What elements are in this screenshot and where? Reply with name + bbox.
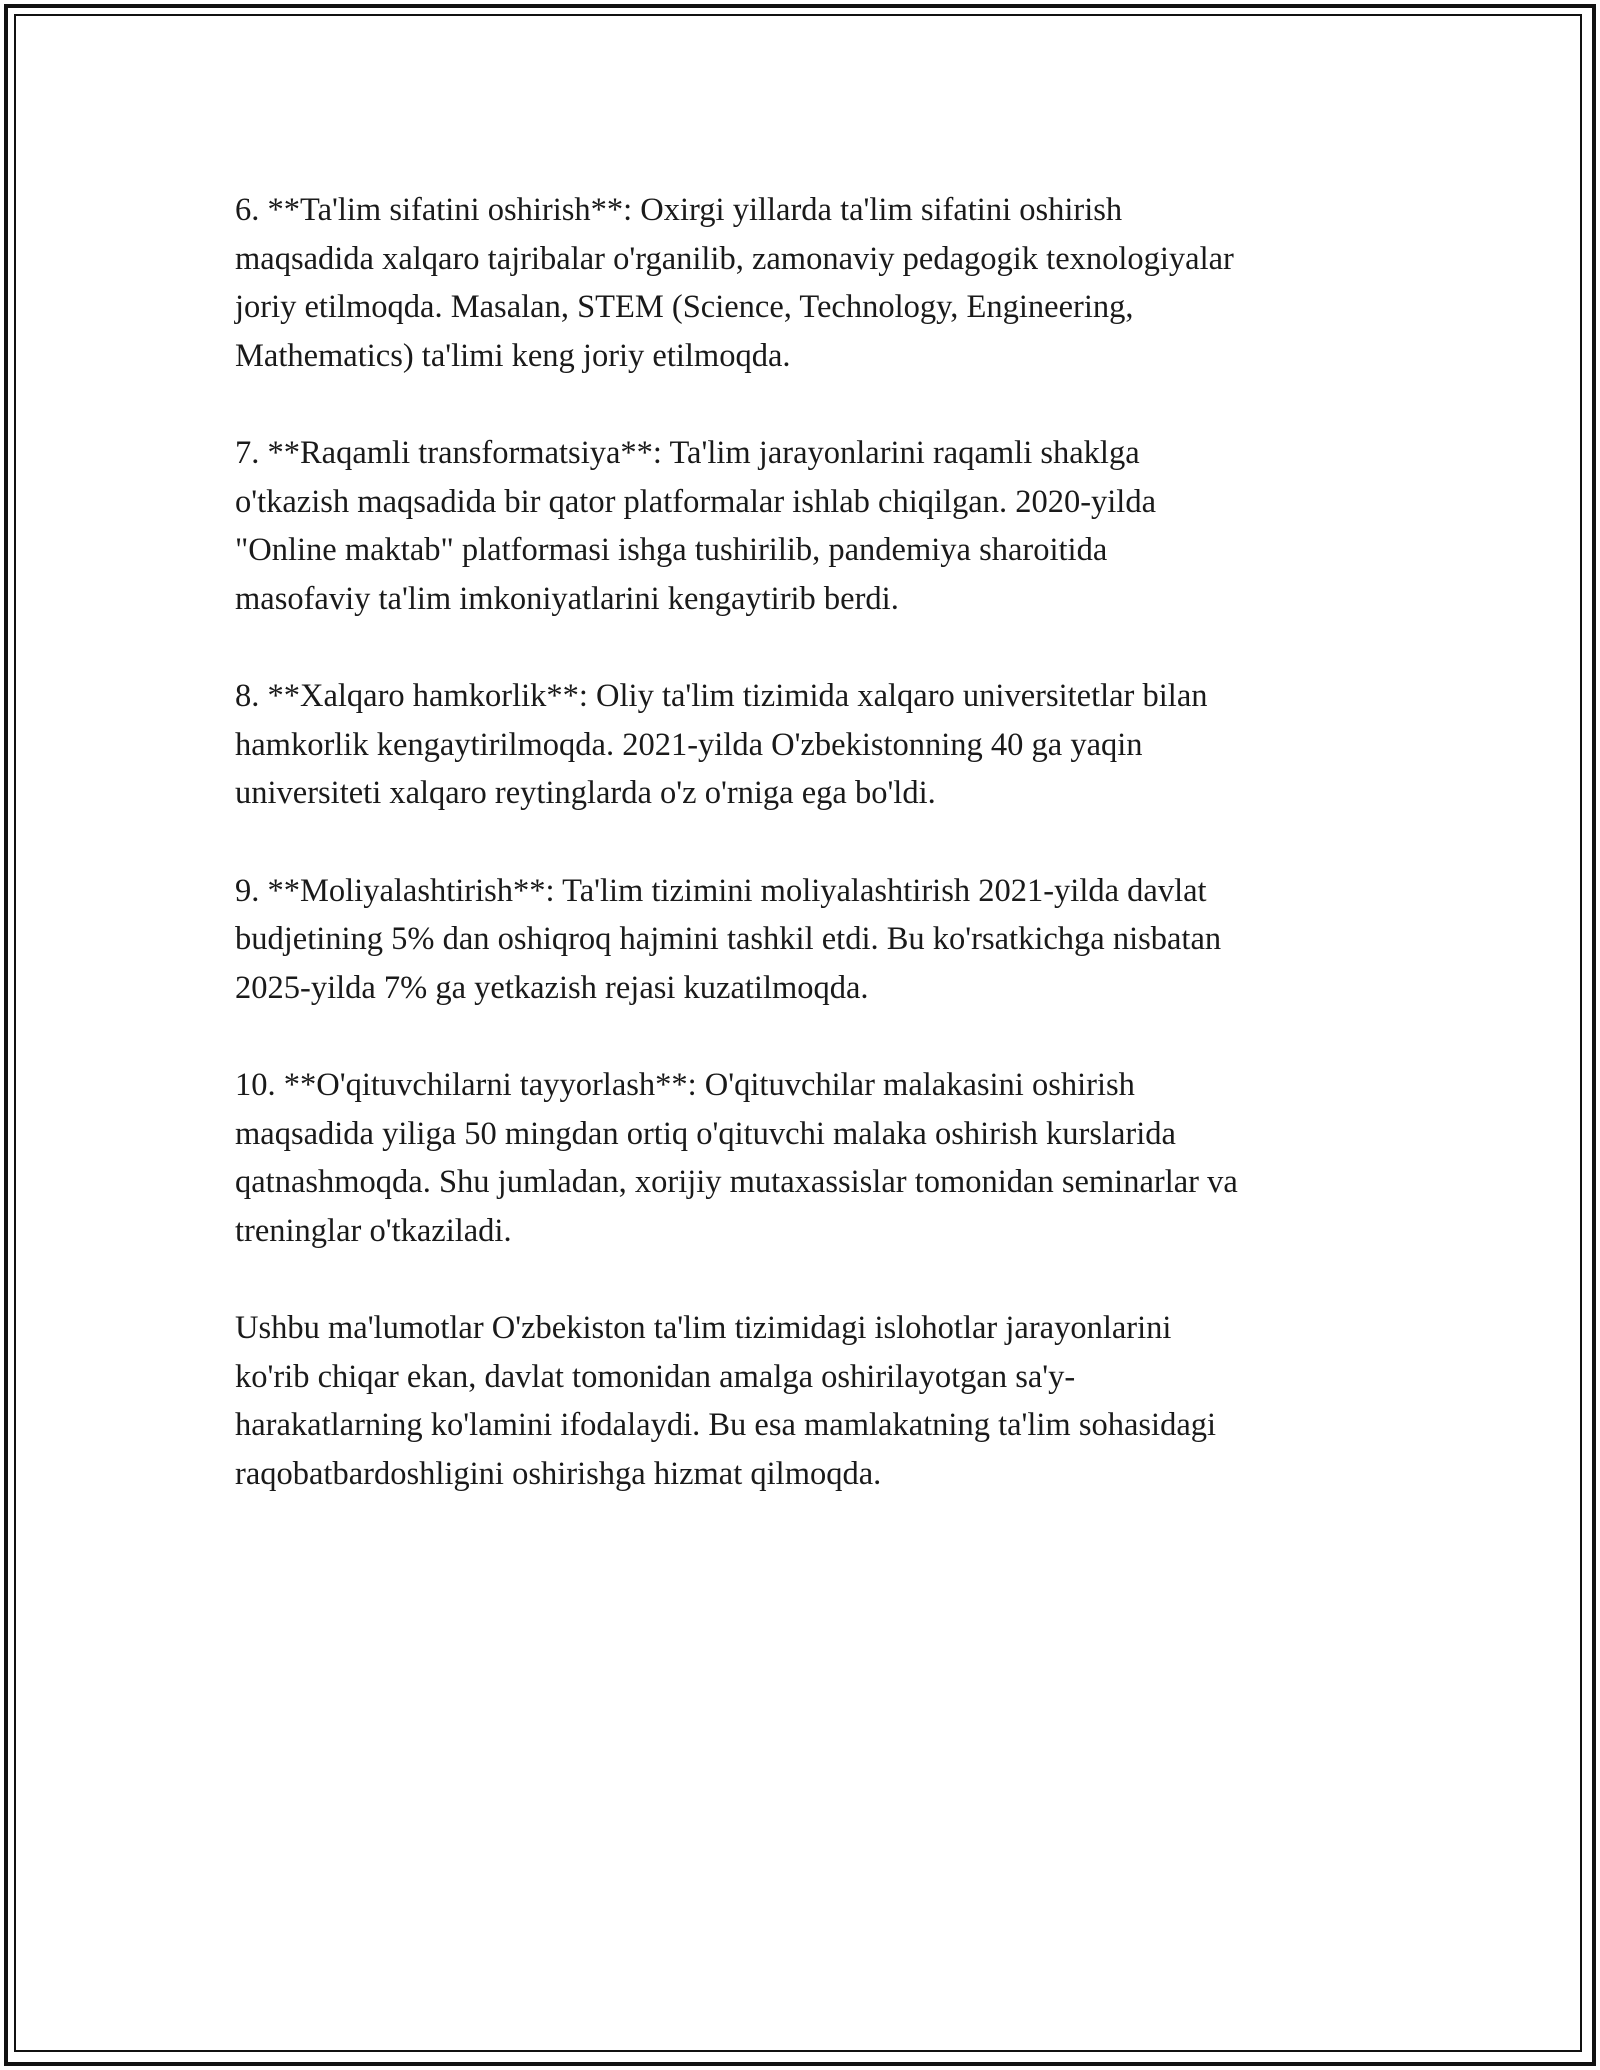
paragraph-item-10: 10. **O'qituvchilarni tayyorlash**: O'qituvchilar malakasini oshirish maqsadida yiliga 50 mingdan ortiq o'qituvchi malaka oshirish kurslarida qatnashmoqda. Shu jumladan, xorijiy mutaxassislar tomonidan seminarlar va treninglar o'tkaziladi. <box>235 1067 1238 1249</box>
paragraph-item-9: 9. **Moliyalashtirish**: Ta'lim tizimini moliyalashtirish 2021-yilda davlat budjetining 5% dan oshiqroq hajmini tashkil etdi. Bu ko'rsatkichga nisbatan 2025-yilda 7% ga yetkazish rejasi kuzatilmoqda. <box>235 872 1222 1006</box>
conclusion-paragraph: Ushbu ma'lumotlar O'zbekiston ta'lim tizimidagi islohotlar jarayonlarini ko'rib chiqar ekan, davlat tomonidan amalga oshirilayotgan sa'y- harakatlarning ko'lamini ifodalaydi. Bu esa mamlakatning ta'lim sohasidagi raqobatbardoshligini oshirishga hizmat qilmoqda. <box>235 1310 1217 1492</box>
paragraph-item-7: 7. **Raqamli transformatsiya**: Ta'lim jarayonlarini raqamli shaklga o'tkazish maqsadida bir qator platformalar ishlab chiqilgan. 2020-yilda "Online maktab" platformasi ishga tushirilib, pandemiya sharoitida masofaviy ta'lim imkoniyatlarini kengaytirib berdi. <box>235 435 1157 617</box>
document-body <box>235 186 1385 1547</box>
paragraph-item-8: 8. **Xalqaro hamkorlik**: Oliy ta'lim tizimida xalqaro universitetlar bilan hamkorlik kengaytirilmoqda. 2021-yilda O'zbekistonning 40 ga yaqin universiteti xalqaro reytinglarda o'z o'rniga ega bo'ldi. <box>235 678 1208 811</box>
paragraph-item-6: 6. **Ta'lim sifatini oshirish**: Oxirgi yillarda ta'lim sifatini oshirish maqsadida xalqaro tajribalar o'rganilib, zamonaviy pedagogik texnologiyalar joriy etilmoqda. Masalan, STEM (Science, Technology, Engineering, Mathematics) ta'limi keng joriy etilmoqda. <box>235 192 1234 374</box>
